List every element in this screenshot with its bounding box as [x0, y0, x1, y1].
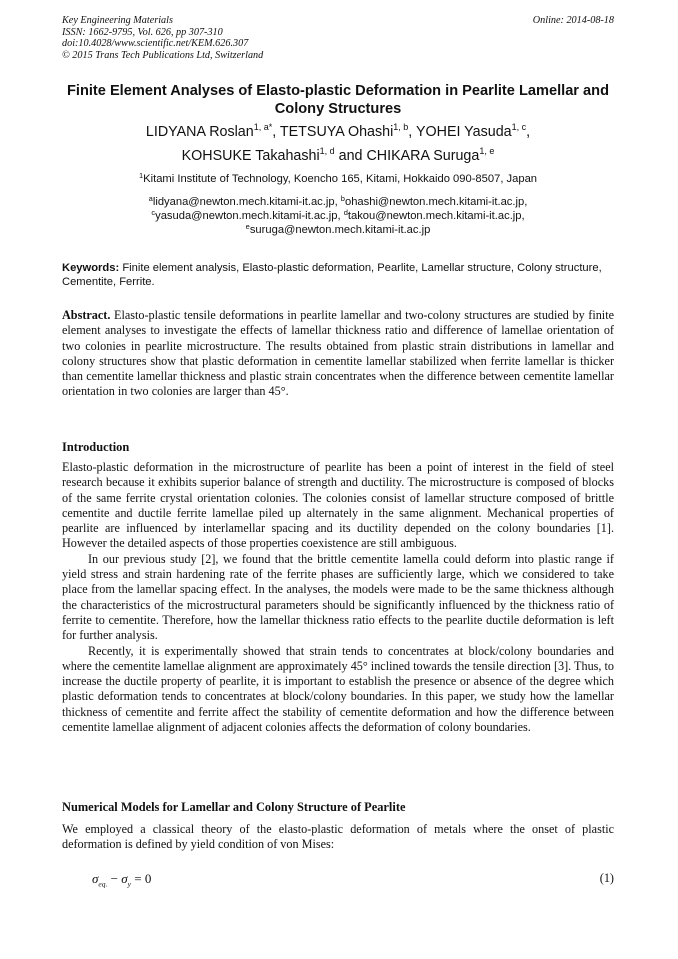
author: KOHSUKE Takahashi$^{1, d}$ and	[181, 146, 367, 164]
author-list	[62, 120, 614, 168]
paragraph: Recently, it is experimentally showed that strain tends to concentrates at block/colony boundaries and where the cementite lamellae alignment are approximately 45° inclined towards the tensile direction [3]. Thus, to increase the ductile property of pearlite, it is important to establish the presence or absence of the degree which plastic deformation tends to concentrates at block/colony boundaries. In this paper, we study how the lamellar thickness of cementite and ferrite affect the stability of cementite deformation and how the difference between cementite lamellae alignment of adjacent colonies affects the deformation of colony boundaries.	[62, 643, 614, 735]
email[interactable]: $^c$yasuda@newton.mech.kitami-it.ac.jp,	[151, 208, 344, 223]
keywords-label: Keywords:	[62, 262, 120, 274]
email[interactable]: $^d$takou@newton.mech.kitami-it.ac.jp,	[343, 208, 525, 223]
affiliation: $^1$Kitami Institute of Technology, Koencho 165, Kitami, Hokkaido 090-8507, Japan	[138, 171, 538, 185]
abstract-text: Elasto-plastic tensile deformations in pearlite lamellar and two-colony structures are studied by finite element analyses to investigate the effects of lamellar thickness ratio and difference of lamellae orientation of two colonies in pearlite microstructure. The results obtained from plastic strain distributions in lamellar and colony structures show that plastic deformation in cementite lamellar stabilized when ferrite lamellar is thicker than cementite lamellar thickness and plastic strain concentrates when the difference between cementite lamellar orientation in two colonies are larger than 45°.	[62, 308, 614, 399]
journal-header	[62, 15, 614, 61]
issn-line: ISSN: 1662-9795, Vol. 626, pp 307-310	[62, 26, 223, 38]
equation-number: (1)	[599, 871, 614, 885]
equation: $\sigma_{eq.} - \sigma_y = 0$	[92, 871, 152, 889]
section-heading-numerical-models: Numerical Models for Lamellar and Colony Structure of Pearlite	[62, 800, 406, 814]
section-heading-introduction: Introduction	[62, 440, 130, 454]
author: TETSUYA Ohashi$^{1, b}$,	[279, 122, 416, 140]
numerical-body: We employed a classical theory of the elasto-plastic deformation of metals where the onset of plastic deformation is defined by yield condition of von Mises:	[62, 822, 614, 852]
email-list	[62, 195, 614, 238]
keywords	[62, 261, 614, 289]
abstract-label: Abstract.	[62, 308, 111, 322]
journal-name: Key Engineering Materials	[62, 15, 173, 26]
email[interactable]: $^b$ohashi@newton.mech.kitami-it.ac.jp,	[340, 194, 528, 208]
copyright-line: © 2015 Trans Tech Publications Ltd, Switzerland	[62, 49, 264, 61]
author: YOHEI Yasuda$^{1, c}$,	[415, 122, 531, 140]
abstract	[62, 308, 614, 400]
keywords-text: Finite element analysis, Elasto-plastic deformation, Pearlite, Lamellar structure, Colony structure, Cementite, Ferrite.	[62, 262, 602, 289]
paragraph: In our previous study [2], we found that the brittle cementite lamella could deform into plastic range if yield stress and strain hardening rate of the ferrite phases are sufficiently large, which we considered to take place from the lamellar spacing effect. In the analyses, the models were made to be the same thickness although the characteristics of the microstructural parameters should be significantly influenced by the thickness ratio of ferrite to cementite. Therefore, how the lamellar thickness ratio effects to the pearlite ductile deformation is left for further analysis.	[62, 551, 614, 643]
email[interactable]: $^a$lidyana@newton.mech.kitami-it.ac.jp,	[148, 194, 341, 208]
author: CHIKARA Suruga$^{1, e}$	[366, 146, 495, 164]
author: LIDYANA Roslan$^{1, a*}$,	[145, 122, 280, 140]
paper-title: Finite Element Analyses of Elasto-plastic Deformation in Pearlite Lamellar and Colony Structures	[66, 83, 609, 117]
doi-line: doi:10.4028/www.scientific.net/KEM.626.307	[62, 38, 249, 50]
introduction-body	[62, 460, 614, 735]
online-date: Online: 2014-08-18	[532, 15, 614, 26]
email[interactable]: $^e$suruga@newton.mech.kitami-it.ac.jp	[245, 222, 431, 237]
paragraph: Elasto-plastic deformation in the microstructure of pearlite has been a point of interest in the field of steel research because it exhibits superior balance of strength and ductility. The microstructure is composed of blocks of the same ferrite crystal orientation colonies. The colonies consist of lamellar structure composed of brittle cementite and ductile ferrite lamellae piled up alternately in the same alignment. Mechanical properties of pearlite are influenced by interlamellar spacing and its ductility depended on the colony boundaries [1]. However the detailed aspects of those properties coexistence are still ambiguous.	[62, 460, 614, 551]
